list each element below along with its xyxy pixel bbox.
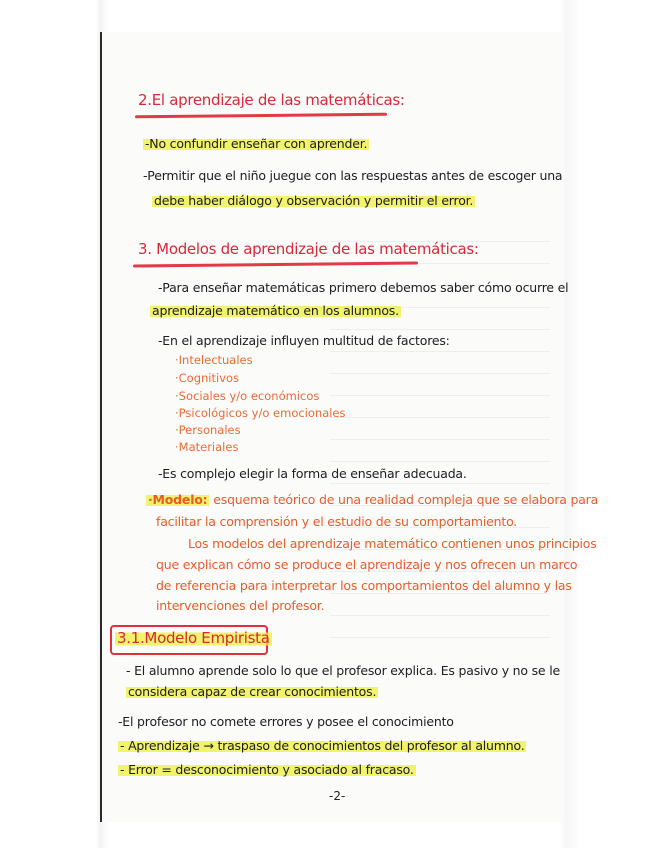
- section-2-heading: 2.El aprendizaje de las matemáticas:: [138, 91, 405, 109]
- factor-item: ·Personales: [175, 423, 241, 437]
- model-definition-line-3: Los modelos del aprendizaje matemático contienen unos principios: [188, 536, 597, 551]
- empirist-item-1-cont: considera capaz de crear conocimientos.: [128, 684, 377, 699]
- model-definition-line-6: intervenciones del profesor.: [156, 598, 325, 613]
- empirist-item-3: - Aprendizaje → traspaso de conocimientos del profesor al alumno.: [120, 738, 525, 753]
- complex-statement: -Es complejo elegir la forma de enseñar adecuada.: [158, 466, 467, 481]
- section-3-para-1-line-1: -Para enseñar matemáticas primero debemos saber cómo ocurre el: [158, 280, 569, 295]
- section-2-item-1: -No confundir enseñar con aprender.: [145, 136, 368, 151]
- empirist-item-4: - Error = desconocimiento y asociado al fracaso.: [120, 762, 414, 777]
- section-2-item-3: debe haber diálogo y observación y permitir el error.: [154, 193, 474, 208]
- empirist-item-2: -El profesor no comete errores y posee el conocimiento: [118, 714, 454, 729]
- section-2-item-2: -Permitir que el niño juegue con las respuestas antes de escoger una: [143, 168, 563, 183]
- model-definition-line-1: ·Modelo: esquema teórico de una realidad compleja que se elabora para: [148, 492, 599, 507]
- factor-item: ·Materiales: [175, 440, 239, 454]
- section-3-para-1-line-2: aprendizaje matemático en los alumnos.: [152, 303, 399, 318]
- factor-item: ·Cognitivos: [175, 371, 240, 385]
- factors-intro: -En el aprendizaje influyen multitud de factores:: [158, 333, 450, 348]
- factor-item: ·Sociales y/o económicos: [175, 389, 320, 403]
- model-definition-line-4: que explican cómo se produce el aprendizaje y nos ofrecen un marco: [156, 557, 578, 572]
- model-definition-line-5: de referencia para interpretar los comportamientos del alumno y las: [156, 578, 572, 593]
- section-3-1-heading: 3.1.Modelo Empirista: [117, 629, 270, 647]
- section-3-heading: 3. Modelos de aprendizaje de las matemáticas:: [138, 240, 479, 258]
- page-number: -2-: [329, 789, 346, 803]
- empirist-item-1: - El alumno aprende solo lo que el profesor explica. Es pasivo y no se le: [126, 663, 560, 678]
- factor-item: ·Psicológicos y/o emocionales: [175, 406, 346, 420]
- model-definition-line-2: facilitar la comprensión y el estudio de su comportamiento.: [156, 514, 518, 529]
- factor-item: ·Intelectuales: [175, 353, 253, 367]
